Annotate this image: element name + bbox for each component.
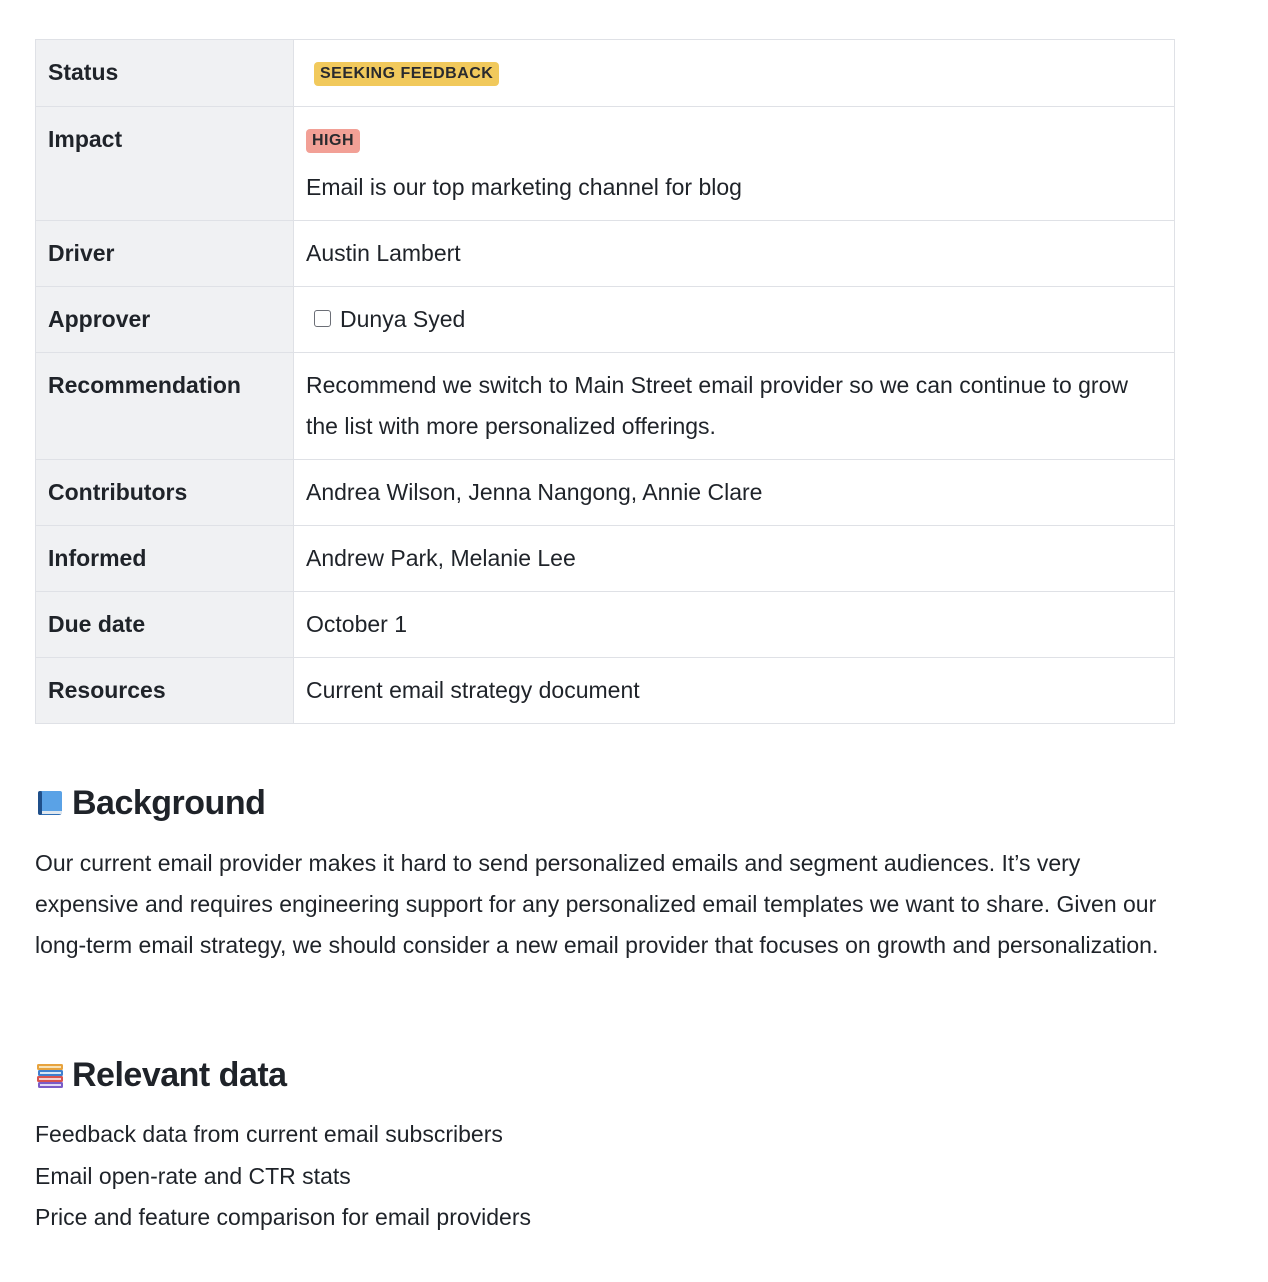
decision-page xyxy=(35,39,1175,724)
recommendation-key: Recommendation xyxy=(36,353,294,460)
resources-value[interactable]: Current email strategy document xyxy=(294,658,1175,724)
approver-name[interactable]: Dunya Syed xyxy=(340,306,466,332)
status-key: Status xyxy=(36,40,294,107)
table-row xyxy=(36,287,1175,353)
contributors-key: Contributors xyxy=(36,460,294,526)
impact-key: Impact xyxy=(36,107,294,221)
background-body: Our current email provider makes it hard to send personalized emails and segment audiences. It’s very expensive and requires engineering support for any personalized email templates we want to share. Given our long-term email strategy, we should consider a new email provider that focuses on growth and personalization. xyxy=(35,850,1159,958)
table-row xyxy=(36,353,1175,460)
approver-key: Approver xyxy=(36,287,294,353)
table-row xyxy=(36,460,1175,526)
driver-value[interactable]: Austin Lambert xyxy=(294,221,1175,287)
approver-checkbox[interactable] xyxy=(314,310,331,327)
status-value xyxy=(294,40,1175,107)
informed-value[interactable]: Andrew Park, Melanie Lee xyxy=(294,526,1175,592)
driver-key: Driver xyxy=(36,221,294,287)
table-row xyxy=(36,592,1175,658)
impact-value xyxy=(294,107,1175,221)
table-row xyxy=(36,40,1175,107)
list-item: Feedback data from current email subscribers xyxy=(35,1121,503,1147)
properties-table xyxy=(35,39,1175,724)
background-heading-text: Background xyxy=(72,784,266,822)
informed-key: Informed xyxy=(36,526,294,592)
impact-text: Email is our top marketing channel for blog xyxy=(306,174,742,200)
status-badge[interactable]: SEEKING FEEDBACK xyxy=(314,62,499,86)
relevant-data-heading-text: Relevant data xyxy=(72,1056,287,1094)
resources-key: Resources xyxy=(36,658,294,724)
books-icon xyxy=(35,1059,65,1089)
due-date-key: Due date xyxy=(36,592,294,658)
blue-book-icon xyxy=(35,787,65,817)
list-item: Price and feature comparison for email providers xyxy=(35,1204,532,1230)
due-date-value[interactable]: October 1 xyxy=(294,592,1175,658)
table-row xyxy=(36,526,1175,592)
approver-value xyxy=(294,287,1175,353)
relevant-data-heading xyxy=(35,1056,287,1095)
list-item: Email open-rate and CTR stats xyxy=(35,1162,351,1189)
background-heading xyxy=(35,784,265,823)
table-row xyxy=(36,221,1175,287)
impact-badge[interactable]: HIGH xyxy=(306,129,360,153)
table-row xyxy=(36,107,1175,221)
contributors-value[interactable]: Andrea Wilson, Jenna Nangong, Annie Clare xyxy=(294,460,1175,526)
relevant-data-list xyxy=(35,1114,1185,1239)
recommendation-value: Recommend we switch to Main Street email provider so we can continue to grow the list with more personalized offerings. xyxy=(294,353,1175,460)
table-row xyxy=(36,658,1175,724)
